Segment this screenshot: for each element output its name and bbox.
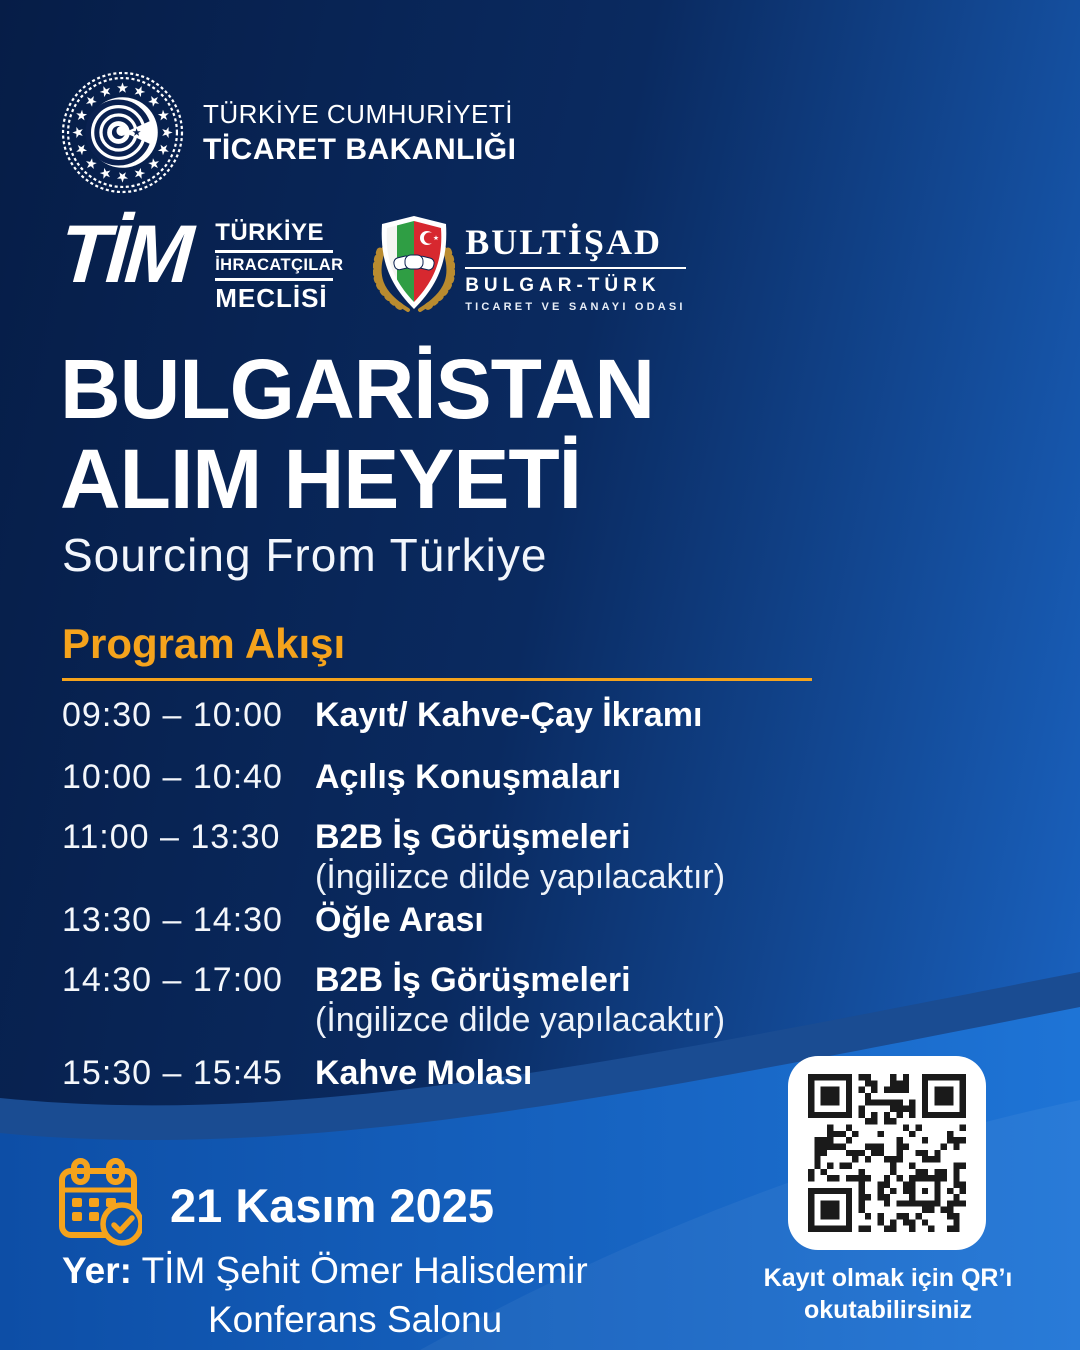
ministry-name-line2: TİCARET BAKANLIĞI (203, 132, 517, 166)
bultisad-line2: BULGAR-TÜRK (465, 275, 661, 296)
venue-label: Yer: (62, 1250, 132, 1291)
program-activity: B2B İş Görüşmeleri (315, 818, 631, 856)
program-activity: Kahve Molası (315, 1054, 533, 1092)
program-activity: Kayıt/ Kahve-Çay İkramı (315, 696, 703, 734)
program-activity: Açılış Konuşmaları (315, 758, 622, 796)
ministry-logo (60, 70, 516, 195)
event-title (60, 344, 654, 524)
program-time: 15:30 – 15:45 (62, 1054, 283, 1092)
program-heading-rule (62, 678, 812, 681)
ministry-emblem-icon (60, 70, 185, 195)
venue (62, 1246, 588, 1344)
program-row (62, 817, 1022, 897)
venue-line2: Konferans Salonu (208, 1299, 503, 1340)
program-row (62, 960, 1022, 1040)
program-note: (İngilizce dilde yapılacaktır) (315, 858, 726, 896)
event-subtitle: Sourcing From Türkiye (62, 529, 548, 581)
program-time: 10:00 – 10:40 (62, 758, 283, 796)
bultisad-logo (373, 213, 686, 313)
qr-caption-line2: okutabilirsiniz (803, 1296, 973, 1324)
tim-logo-text (215, 219, 344, 314)
program-time: 14:30 – 17:00 (62, 961, 283, 999)
program-row (62, 695, 1022, 735)
venue-line1 (62, 1246, 588, 1295)
tim-logo: TİM (56, 209, 193, 300)
bultisad-line3: TICARET VE SANAYI ODASI (465, 301, 686, 313)
program-time: 09:30 – 10:00 (62, 696, 283, 734)
venue-name: TİM Şehit Ömer Halisdemir (141, 1250, 588, 1291)
qr-caption-line1: Kayıt olmak için QR’ı (763, 1264, 1013, 1292)
bultisad-shield-icon (373, 213, 455, 313)
qr-code (808, 1074, 966, 1232)
program-row (62, 757, 1022, 797)
program-activity: Öğle Arası (315, 901, 484, 939)
tim-line3: MECLİSİ (215, 283, 328, 313)
qr-caption (736, 1262, 1040, 1326)
program-row (62, 900, 1022, 940)
event-date-row (58, 1158, 494, 1252)
qr-card (788, 1056, 986, 1250)
calendar-icon (58, 1158, 142, 1252)
partner-logos (56, 209, 686, 314)
event-title-line1: BULGARİSTAN (60, 342, 655, 436)
program-time: 11:00 – 13:30 (62, 818, 281, 856)
event-title-line2: ALIM HEYETİ (60, 432, 582, 526)
program-time: 13:30 – 14:30 (62, 901, 283, 939)
bultisad-name: BULTİŞAD (465, 221, 686, 269)
program-heading: Program Akışı (62, 620, 346, 667)
ministry-name-line1: TÜRKİYE CUMHURİYETİ (203, 98, 513, 129)
program-activity: B2B İş Görüşmeleri (315, 961, 631, 999)
tim-line2: İHRACATÇILAR (215, 253, 333, 281)
tim-line1: TÜRKİYE (215, 219, 333, 253)
program-note: (İngilizce dilde yapılacaktır) (315, 1001, 726, 1039)
event-date: 21 Kasım 2025 (170, 1178, 495, 1232)
